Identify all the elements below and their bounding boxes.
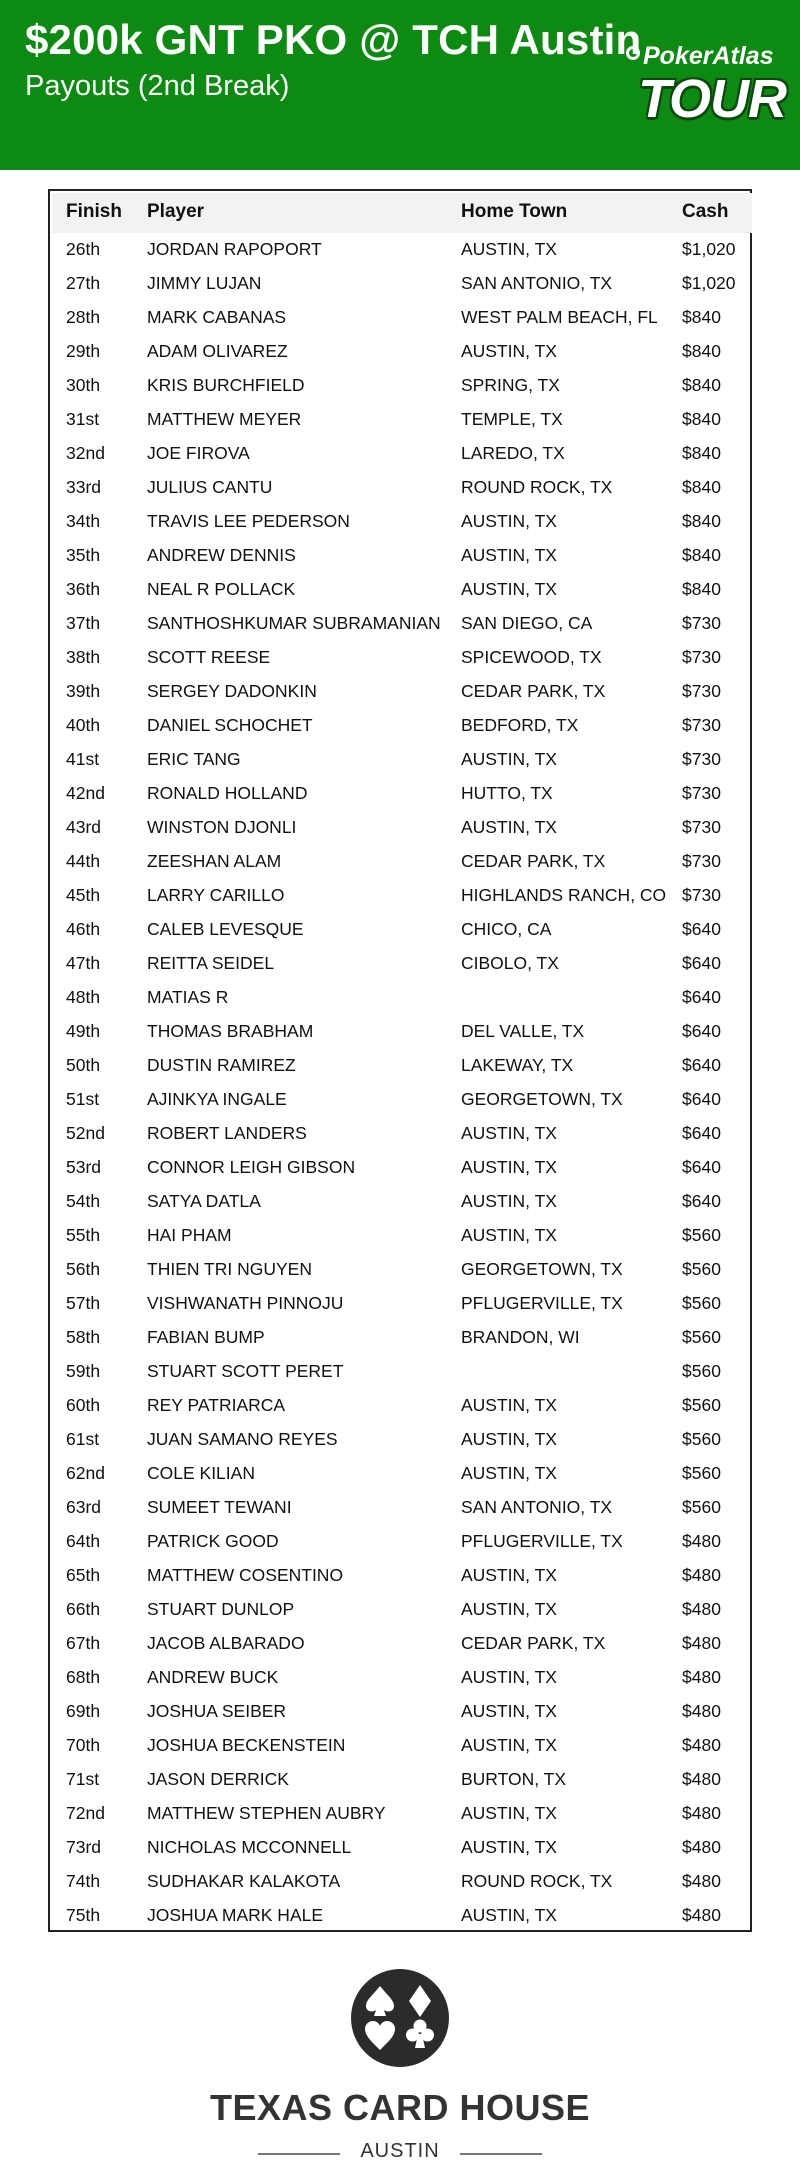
cell-town: AUSTIN, TX [461, 239, 557, 259]
cell-player: ZEESHAN ALAM [147, 851, 282, 871]
cell-town: AUSTIN, TX [461, 1701, 557, 1721]
cell-town: AUSTIN, TX [461, 1667, 557, 1687]
cell-cash: $640 [682, 1055, 721, 1075]
cell-cash: $640 [682, 953, 721, 973]
cell-cash: $480 [682, 1871, 721, 1891]
cell-player: MATTHEW COSENTINO [147, 1565, 344, 1585]
cell-finish: 57th [66, 1293, 101, 1313]
cell-finish: 70th [66, 1735, 101, 1755]
cell-town: GEORGETOWN, TX [461, 1089, 623, 1109]
cell-town: CIBOLO, TX [461, 953, 559, 973]
pokeratlas-tour-logo [620, 40, 790, 130]
cell-town: BURTON, TX [461, 1769, 567, 1789]
cell-cash: $640 [682, 1123, 721, 1143]
cell-player: NICHOLAS MCCONNELL [147, 1837, 352, 1857]
cell-player: PATRICK GOOD [147, 1531, 279, 1551]
column-header-player: Player [147, 201, 205, 222]
cell-town: CHICO, CA [461, 919, 552, 939]
cell-player: JULIUS CANTU [147, 477, 273, 497]
payout-table [48, 189, 752, 1932]
cell-town: CEDAR PARK, TX [461, 851, 606, 871]
cell-player: SANTHOSHKUMAR SUBRAMANIAN [147, 613, 441, 633]
cell-finish: 41st [66, 749, 100, 769]
cell-finish: 65th [66, 1565, 101, 1585]
cell-cash: $840 [682, 307, 721, 327]
cell-player: ROBERT LANDERS [147, 1123, 307, 1143]
cell-town: AUSTIN, TX [461, 1429, 557, 1449]
cell-town: AUSTIN, TX [461, 545, 557, 565]
cell-cash: $480 [682, 1667, 721, 1687]
cell-player: KRIS BURCHFIELD [147, 375, 305, 395]
cell-player: COLE KILIAN [147, 1463, 255, 1483]
cell-player: CONNOR LEIGH GIBSON [147, 1157, 356, 1177]
cell-finish: 33rd [66, 477, 102, 497]
cell-town: SPICEWOOD, TX [461, 647, 602, 667]
table-row [52, 505, 752, 539]
cell-cash: $840 [682, 443, 721, 463]
cell-town: SAN DIEGO, CA [461, 613, 593, 633]
cell-finish: 73rd [66, 1837, 102, 1857]
table-row [52, 1525, 752, 1559]
cell-cash: $560 [682, 1429, 721, 1449]
cell-cash: $730 [682, 715, 721, 735]
cell-player: ERIC TANG [147, 749, 241, 769]
cell-player: WINSTON DJONLI [147, 817, 297, 837]
table-row [52, 1423, 752, 1457]
cell-town: AUSTIN, TX [461, 1123, 557, 1143]
cell-player: CALEB LEVESQUE [147, 919, 304, 939]
cell-cash: $480 [682, 1905, 721, 1925]
cell-cash: $560 [682, 1225, 721, 1245]
table-row [52, 267, 752, 301]
card-suits-emblem-icon [350, 1968, 450, 2068]
cell-player: JOE FIROVA [147, 443, 250, 463]
cell-town: AUSTIN, TX [461, 1157, 557, 1177]
cell-town: TEMPLE, TX [461, 409, 563, 429]
cell-player: DUSTIN RAMIREZ [147, 1055, 296, 1075]
cell-finish: 69th [66, 1701, 101, 1721]
cell-player: DANIEL SCHOCHET [147, 715, 313, 735]
cell-cash: $840 [682, 375, 721, 395]
table-row [52, 1457, 752, 1491]
cell-town: SPRING, TX [461, 375, 560, 395]
cell-player: HAI PHAM [147, 1225, 232, 1245]
cell-finish: 60th [66, 1395, 101, 1415]
cell-player: VISHWANATH PINNOJU [147, 1293, 344, 1313]
cell-finish: 40th [66, 715, 101, 735]
cell-town: WEST PALM BEACH, FL [461, 307, 658, 327]
table-row [52, 1355, 752, 1389]
cell-town: BRANDON, WI [461, 1327, 580, 1347]
cell-finish: 53rd [66, 1157, 102, 1177]
cell-finish: 64th [66, 1531, 101, 1551]
table-row [52, 1695, 752, 1729]
cell-finish: 43rd [66, 817, 102, 837]
cell-player: MARK CABANAS [147, 307, 287, 327]
table-row [52, 301, 752, 335]
table-row [52, 573, 752, 607]
cell-cash: $480 [682, 1633, 721, 1653]
cell-cash: $840 [682, 579, 721, 599]
cell-finish: 46th [66, 919, 101, 939]
cell-player: MATTHEW STEPHEN AUBRY [147, 1803, 386, 1823]
cell-player: REITTA SEIDEL [147, 953, 275, 973]
table-row [52, 1219, 752, 1253]
cell-player: MATIAS R [147, 987, 229, 1007]
table-row [52, 981, 752, 1015]
table-row [52, 1321, 752, 1355]
cell-finish: 32nd [66, 443, 105, 463]
table-row [52, 539, 752, 573]
cell-finish: 38th [66, 647, 101, 667]
cell-town: SAN ANTONIO, TX [461, 273, 613, 293]
table-row [52, 437, 752, 471]
table-body [52, 233, 752, 1933]
cell-finish: 44th [66, 851, 101, 871]
cell-finish: 68th [66, 1667, 101, 1687]
cell-finish: 72nd [66, 1803, 105, 1823]
brand-name: TEXAS CARD HOUSE [209, 2087, 591, 2128]
header-banner [0, 0, 800, 170]
cell-town: ROUND ROCK, TX [461, 477, 613, 497]
cell-cash: $560 [682, 1293, 721, 1313]
cell-player: JORDAN RAPOPORT [147, 239, 322, 259]
cell-player: FABIAN BUMP [147, 1327, 265, 1347]
cell-finish: 37th [66, 613, 101, 633]
cell-finish: 61st [66, 1429, 100, 1449]
cell-cash: $640 [682, 1021, 721, 1041]
cell-finish: 54th [66, 1191, 101, 1211]
cell-player: REY PATRIARCA [147, 1395, 286, 1415]
cell-cash: $840 [682, 545, 721, 565]
cell-cash: $730 [682, 885, 721, 905]
table-row [52, 1763, 752, 1797]
cell-player: NEAL R POLLACK [147, 579, 296, 599]
cell-finish: 63rd [66, 1497, 102, 1517]
cell-finish: 31st [66, 409, 100, 429]
brand-city: AUSTIN [360, 2140, 440, 2162]
cell-town: PFLUGERVILLE, TX [461, 1531, 623, 1551]
cell-town: AUSTIN, TX [461, 511, 557, 531]
table-row [52, 1797, 752, 1831]
cell-player: JUAN SAMANO REYES [147, 1429, 338, 1449]
cell-cash: $560 [682, 1327, 721, 1347]
table-row [52, 1627, 752, 1661]
table-row [52, 1151, 752, 1185]
cell-player: SATYA DATLA [147, 1191, 261, 1211]
cell-player: STUART DUNLOP [147, 1599, 295, 1619]
cell-finish: 26th [66, 239, 101, 259]
page-title: $200k GNT PKO @ TCH Austin [25, 16, 642, 63]
cell-finish: 50th [66, 1055, 101, 1075]
cell-finish: 36th [66, 579, 101, 599]
logo-top-label: PokerAtlas [643, 42, 774, 70]
table-row [52, 471, 752, 505]
cell-finish: 75th [66, 1905, 101, 1925]
column-header-finish: Finish [66, 201, 122, 222]
cell-cash: $840 [682, 409, 721, 429]
table-row [52, 233, 752, 267]
cell-town: AUSTIN, TX [461, 1225, 557, 1245]
cell-cash: $1,020 [682, 273, 736, 293]
logo-bottom-text: TOUR [638, 69, 787, 129]
table-row [52, 777, 752, 811]
table-row [52, 709, 752, 743]
cell-cash: $730 [682, 613, 721, 633]
cell-cash: $640 [682, 987, 721, 1007]
cell-cash: $840 [682, 341, 721, 361]
cell-town: LAKEWAY, TX [461, 1055, 574, 1075]
cell-player: STUART SCOTT PERET [147, 1361, 344, 1381]
cell-player: ADAM OLIVAREZ [147, 341, 288, 361]
logo-top-text [626, 42, 774, 71]
cell-town: ROUND ROCK, TX [461, 1871, 613, 1891]
cell-cash: $560 [682, 1463, 721, 1483]
cell-cash: $730 [682, 681, 721, 701]
cell-cash: $640 [682, 1089, 721, 1109]
cell-cash: $640 [682, 1157, 721, 1177]
cell-finish: 59th [66, 1361, 101, 1381]
cell-player: THIEN TRI NGUYEN [147, 1259, 312, 1279]
table-row [52, 1831, 752, 1865]
cell-town: AUSTIN, TX [461, 1735, 557, 1755]
table-row [52, 1491, 752, 1525]
table-row [52, 879, 752, 913]
cell-cash: $480 [682, 1803, 721, 1823]
cell-finish: 48th [66, 987, 101, 1007]
cell-cash: $480 [682, 1599, 721, 1619]
cell-player: SCOTT REESE [147, 647, 271, 667]
cell-cash: $730 [682, 817, 721, 837]
cell-cash: $730 [682, 851, 721, 871]
cell-finish: 51st [66, 1089, 100, 1109]
cell-town: AUSTIN, TX [461, 579, 557, 599]
cell-cash: $480 [682, 1565, 721, 1585]
cell-finish: 28th [66, 307, 101, 327]
cell-player: LARRY CARILLO [147, 885, 285, 905]
page-subtitle: Payouts (2nd Break) [25, 70, 290, 102]
cell-player: ANDREW DENNIS [147, 545, 296, 565]
cell-finish: 49th [66, 1021, 101, 1041]
cell-finish: 66th [66, 1599, 101, 1619]
table-row [52, 1593, 752, 1627]
cell-finish: 42nd [66, 783, 105, 803]
cell-cash: $840 [682, 511, 721, 531]
cell-town: AUSTIN, TX [461, 1191, 557, 1211]
cell-player: JOSHUA SEIBER [147, 1701, 287, 1721]
cell-town: DEL VALLE, TX [461, 1021, 585, 1041]
table-row [52, 607, 752, 641]
table-row [52, 1117, 752, 1151]
cell-town: CEDAR PARK, TX [461, 681, 606, 701]
cell-town: AUSTIN, TX [461, 1599, 557, 1619]
cell-town: BEDFORD, TX [461, 715, 579, 735]
cell-player: JOSHUA BECKENSTEIN [147, 1735, 346, 1755]
table-row [52, 811, 752, 845]
table-row [52, 1729, 752, 1763]
cell-town: AUSTIN, TX [461, 1395, 557, 1415]
cell-finish: 58th [66, 1327, 101, 1347]
cell-finish: 71st [66, 1769, 100, 1789]
cell-cash: $480 [682, 1769, 721, 1789]
table-row [52, 403, 752, 437]
cell-finish: 29th [66, 341, 101, 361]
cell-player: RONALD HOLLAND [147, 783, 308, 803]
table-row [52, 335, 752, 369]
cell-finish: 30th [66, 375, 101, 395]
table-row [52, 1185, 752, 1219]
cell-town: AUSTIN, TX [461, 1565, 557, 1585]
cell-cash: $730 [682, 647, 721, 667]
cell-cash: $480 [682, 1531, 721, 1551]
cell-player: SERGEY DADONKIN [147, 681, 317, 701]
cell-town: CEDAR PARK, TX [461, 1633, 606, 1653]
cell-town: SAN ANTONIO, TX [461, 1497, 613, 1517]
cell-town: PFLUGERVILLE, TX [461, 1293, 623, 1313]
cell-finish: 45th [66, 885, 101, 905]
table-row [52, 1083, 752, 1117]
cell-finish: 52nd [66, 1123, 105, 1143]
cell-town: AUSTIN, TX [461, 817, 557, 837]
cell-finish: 47th [66, 953, 101, 973]
cell-cash: $560 [682, 1361, 721, 1381]
cell-player: JACOB ALBARADO [147, 1633, 305, 1653]
cell-player: TRAVIS LEE PEDERSON [147, 511, 350, 531]
table-header-row [52, 193, 752, 233]
cell-player: SUMEET TEWANI [147, 1497, 292, 1517]
cell-player: AJINKYA INGALE [147, 1089, 287, 1109]
cell-town: AUSTIN, TX [461, 1905, 557, 1925]
table-row [52, 947, 752, 981]
table-row [52, 1559, 752, 1593]
cell-player: ANDREW BUCK [147, 1667, 279, 1687]
table-row [52, 369, 752, 403]
cell-finish: 39th [66, 681, 101, 701]
cell-town: AUSTIN, TX [461, 341, 557, 361]
cell-finish: 62nd [66, 1463, 105, 1483]
table-row [52, 641, 752, 675]
cell-town: HUTTO, TX [461, 783, 553, 803]
cell-cash: $730 [682, 749, 721, 769]
cell-finish: 34th [66, 511, 101, 531]
cell-town: AUSTIN, TX [461, 1803, 557, 1823]
texas-card-house-logo [0, 1960, 800, 2182]
table-row [52, 1253, 752, 1287]
cell-finish: 56th [66, 1259, 101, 1279]
cell-town: AUSTIN, TX [461, 749, 557, 769]
cell-cash: $1,020 [682, 239, 736, 259]
table-row [52, 1287, 752, 1321]
cell-town: AUSTIN, TX [461, 1837, 557, 1857]
cell-player: THOMAS BRABHAM [147, 1021, 314, 1041]
cell-cash: $560 [682, 1395, 721, 1415]
cell-finish: 74th [66, 1871, 101, 1891]
cell-finish: 67th [66, 1633, 101, 1653]
cell-cash: $480 [682, 1735, 721, 1755]
table-row [52, 1015, 752, 1049]
table-row [52, 1865, 752, 1899]
cell-cash: $560 [682, 1259, 721, 1279]
cell-player: MATTHEW MEYER [147, 409, 302, 429]
divider-right [460, 2153, 542, 2155]
cell-finish: 35th [66, 545, 101, 565]
cell-player: JASON DERRICK [147, 1769, 289, 1789]
table-row [52, 1389, 752, 1423]
cell-finish: 27th [66, 273, 101, 293]
cell-cash: $480 [682, 1837, 721, 1857]
cell-cash: $560 [682, 1497, 721, 1517]
table-row [52, 1899, 752, 1933]
cell-cash: $480 [682, 1701, 721, 1721]
column-header-town: Home Town [461, 201, 568, 222]
cell-town: AUSTIN, TX [461, 1463, 557, 1483]
table-row [52, 675, 752, 709]
cell-town: GEORGETOWN, TX [461, 1259, 623, 1279]
table-row [52, 845, 752, 879]
cell-town: HIGHLANDS RANCH, CO [461, 885, 667, 905]
cell-town: LAREDO, TX [461, 443, 565, 463]
table-row [52, 1661, 752, 1695]
cell-cash: $840 [682, 477, 721, 497]
cell-cash: $640 [682, 919, 721, 939]
table-row [52, 743, 752, 777]
cell-player: JIMMY LUJAN [147, 273, 262, 293]
cell-player: SUDHAKAR KALAKOTA [147, 1871, 341, 1891]
cell-cash: $730 [682, 783, 721, 803]
table-row [52, 1049, 752, 1083]
cell-player: JOSHUA MARK HALE [147, 1905, 324, 1925]
cell-cash: $640 [682, 1191, 721, 1211]
poker-chip-icon [626, 46, 640, 60]
column-header-cash: Cash [682, 201, 729, 222]
cell-finish: 55th [66, 1225, 101, 1245]
table-row [52, 913, 752, 947]
